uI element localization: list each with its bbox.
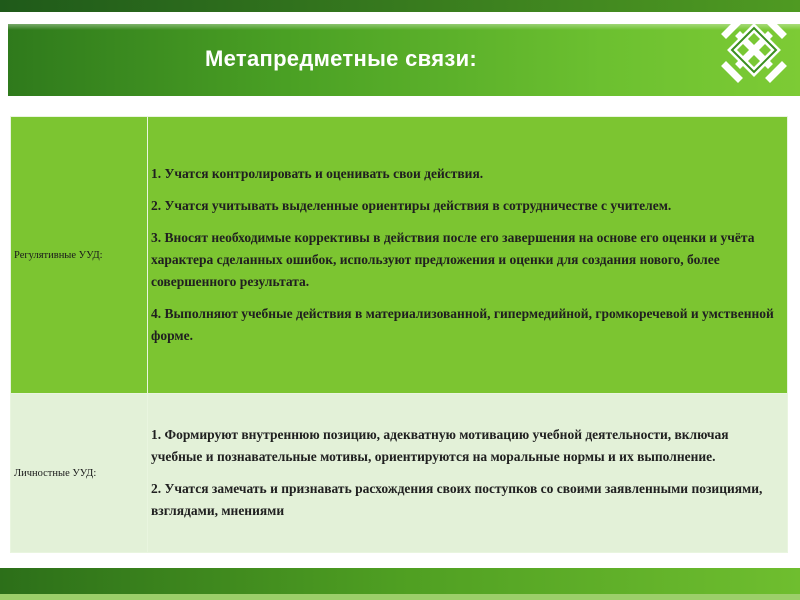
table-row-regulative [11, 117, 788, 394]
title-banner-shine [8, 24, 800, 30]
row-label-cell [11, 117, 148, 394]
row-label: Регулятивные УУД: [14, 249, 103, 261]
bottom-stripe [0, 568, 800, 594]
top-stripe [0, 0, 800, 12]
row-label: Личностные УУД: [14, 467, 97, 479]
bottom-line [0, 594, 800, 600]
row-content-cell [148, 117, 788, 394]
slide-title: Метапредметные связи: [205, 46, 478, 71]
table-row-personal [11, 394, 788, 553]
celtic-knot-logo-icon [718, 14, 790, 86]
list-item: 3. Вносят необходимые коррективы в действия после его завершения на основе его оценки и учёта характера сделанных ошибок, используют предложения и оценки для создания нового, более совершенного результата. [151, 230, 755, 289]
list-item: 1. Формируют внутреннюю позицию, адекватную мотивацию учебной деятельности, включая учебные и познавательные мотивы, ориентируются на моральные нормы и их выполнение. [151, 427, 729, 464]
row-content-cell [148, 394, 788, 553]
uud-table [10, 116, 788, 553]
list-item: 4. Выполняют учебные действия в материализованной, гипермедийной, громкоречевой и умственной форме. [151, 306, 774, 343]
list-item: 2. Учатся замечать и признавать расхождения своих поступков со своими заявленными позициями, взглядами, мнениями [151, 481, 763, 518]
list-item: 1. Учатся контролировать и оценивать свои действия. [151, 166, 484, 181]
list-item: 2. Учатся учитывать выделенные ориентиры действия в сотрудничестве с учителем. [151, 198, 672, 213]
row-label-cell [11, 394, 148, 553]
